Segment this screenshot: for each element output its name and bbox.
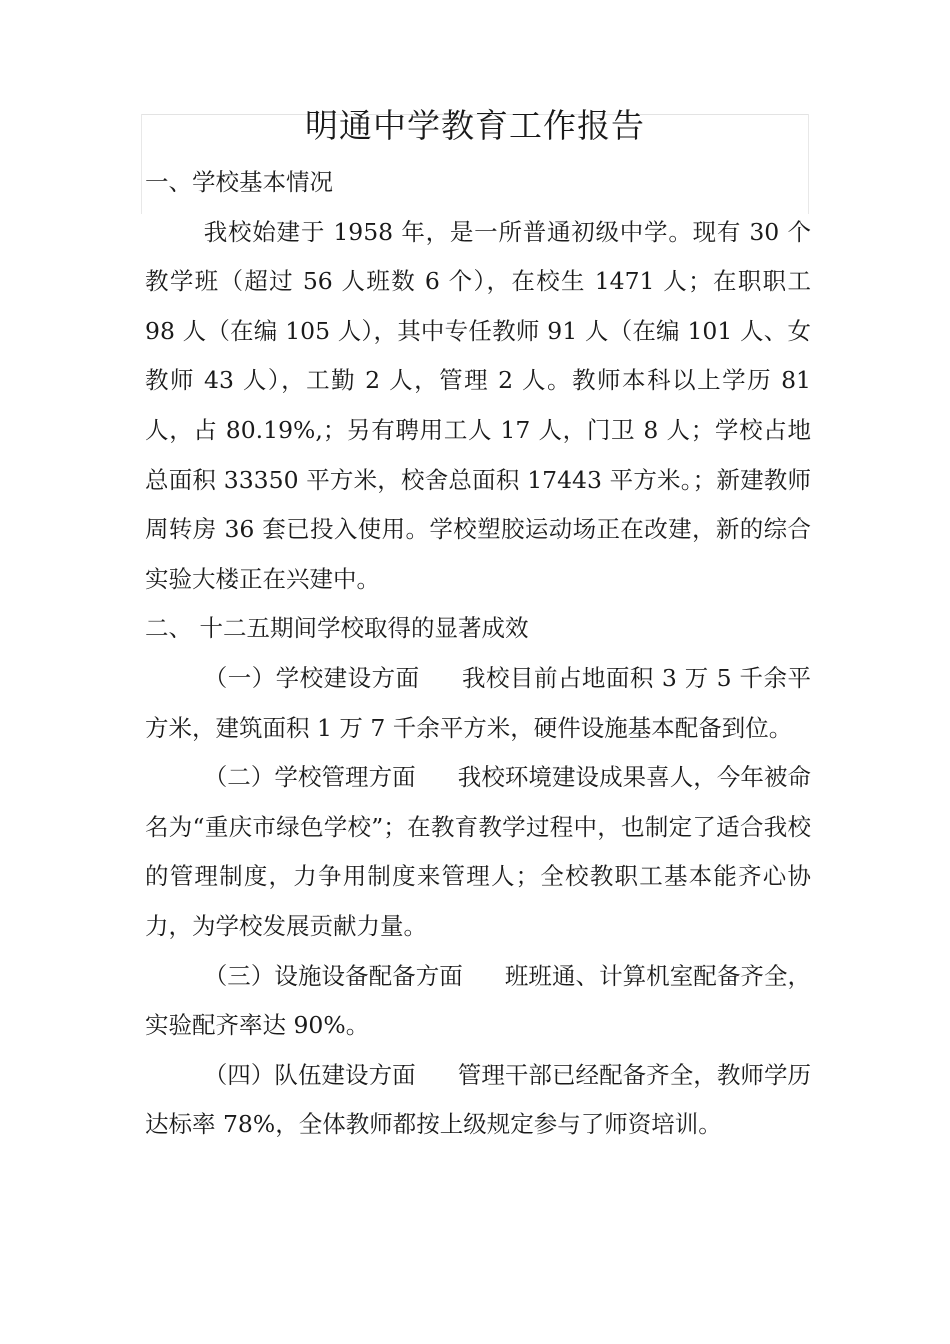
document-body <box>145 158 811 1150</box>
section-2-item-1 <box>145 654 811 753</box>
item-1-label: （一）学校建设方面 <box>203 663 420 692</box>
item-4-label: （四）队伍建设方面 <box>203 1060 416 1089</box>
item-3-text: 班班通、计算机室配备齐全，实验配齐率达 90%。 <box>145 961 812 1040</box>
section-2-item-2 <box>145 753 811 951</box>
item-2-text: 我校环境建设成果喜人，今年被命名为“重庆市绿色学校”；在教育教学过程中，也制定了适合我校的管理制度，力争用制度来管理人；全校教职工基本能齐心协力，为学校发展贡献力量。 <box>145 763 811 940</box>
section-2-item-3 <box>145 952 811 1051</box>
document-title: 明通中学教育工作报告 <box>305 106 645 145</box>
section-1-heading: 一、学校基本情况 <box>145 168 333 196</box>
section-2-heading: 二、 十二五期间学校取得的显著成效 <box>145 614 529 643</box>
section-2-item-4 <box>145 1051 811 1150</box>
item-1-text: 我校目前占地面积 3 万 5 千余平方米，建筑面积 1 万 7 千余平方米，硬件设施基本配备到位。 <box>145 663 811 742</box>
section-1-paragraph: 我校始建于 1958 年，是一所普通初级中学。现有 30 个教学班（超过 56 人班数 6 个），在校生 1471 人；在职职工 98 人（在编 105 人），其中专任教师 91 人（在编 101 人、女教师 43 人），工勤 2 人，管理 2 人。教师本科以上学历 81 人，占 80.19%,；另有聘用工人 17 人，门卫 8 人；学校占地总面积 33350 平方米，校舍总面积 17443 平方米。；新建教师周转房 36 套已投入使用。学校塑胶运动场正在改建，新的综合实验大楼正在兴建中。 <box>145 217 811 593</box>
item-3-label: （三）设施设备配备方面 <box>203 961 463 990</box>
item-2-label: （二）学校管理方面 <box>203 763 416 792</box>
item-4-text: 管理干部已经配备齐全，教师学历达标率 78%，全体教师都按上级规定参与了师资培训。 <box>145 1060 811 1139</box>
